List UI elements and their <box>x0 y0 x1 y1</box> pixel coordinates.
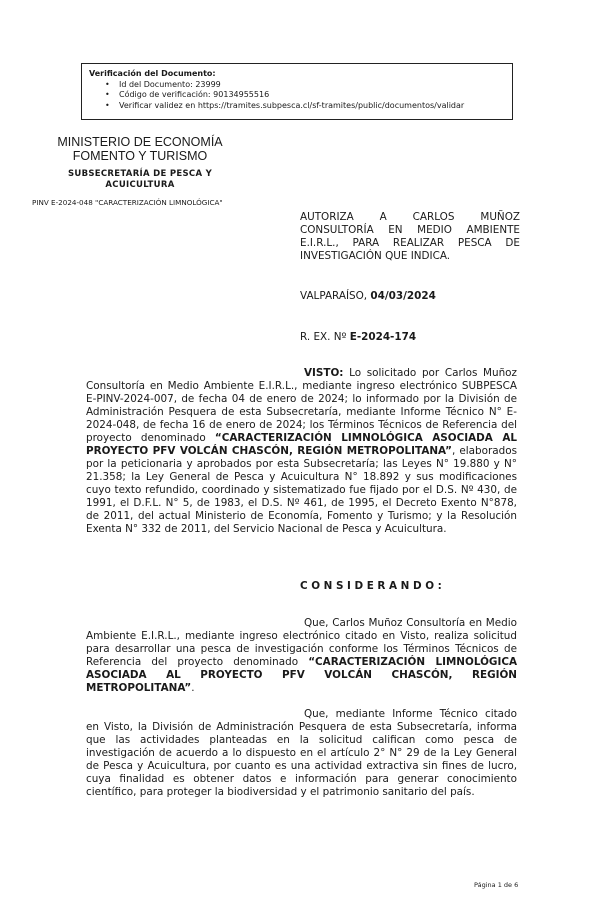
place-date <box>300 290 520 303</box>
verification-url[interactable]: • Verificar validez en https://tramites.subpesca.cl/sf-tramites/public/documentos/validar <box>119 101 512 112</box>
visto-paragraph <box>86 367 517 536</box>
ministry-header <box>30 135 250 163</box>
place: VALPARAÍSO, <box>300 290 371 302</box>
verification-list <box>89 80 512 112</box>
considerando-paragraph-2 <box>86 708 517 799</box>
resolution-summary: AUTORIZA A CARLOS MUÑOZ CONSULTORÍA EN MEDIO AMBIENTE E.I.R.L., PARA REALIZAR PESCA DE INVESTIGACIÓN QUE INDICA. <box>300 211 520 262</box>
visto-text-1: Lo solicitado por Carlos Muñoz Consultoría en Medio Ambiente E.I.R.L., mediante ingreso electrónico SUBPESCA E-PINV-2024-007, de fecha 04 de enero de 2024; lo informado por la División de Administración Pesquera de esta Subsecretaría, mediante Informe Técnico N° E-2024-048, de fecha 16 de enero de 2024; los Términos Técnicos de Referencia del proyecto denominado <box>86 367 517 444</box>
considerando-1-text: Que, Carlos Muñoz Consultoría en Medio Ambiente E.I.R.L., mediante ingreso electrónico citado en Visto, realiza solicitud para desarrollar una pesca de investigación conforme los Términos Técnicos de Referencia del proyecto denominado <box>86 617 517 668</box>
resolution-id: E-2024-174 <box>349 331 417 343</box>
considerando-1-project: “CARACTERIZACIÓN LIMNOLÓGICA ASOCIADA AL PROYECTO PFV VOLCÁN CHASCÓN, REGIÓN METROPOLITANA” <box>86 656 517 694</box>
considerando-1-end: . <box>191 682 195 694</box>
document-reference: PINV E-2024-048 "CARACTERIZACIÓN LIMNOLÓGICA" <box>32 198 223 207</box>
verification-title: Verificación del Documento: <box>89 69 216 78</box>
considerando-2-text: Que, mediante Informe Técnico citado en Visto, la División de Administración Pesquera de esta Subsecretaría, informa que las actividades planteadas en la solicitud califican como pesca de investigación de acuerdo a lo dispuesto en el artículo 2° N° 29 de la Ley General de Pesca y Acuicultura, por cuanto es una actividad extractiva sin fines de lucro, cuya finalidad es obtener datos e información para generar conocimiento científico, para proteger la biodiversidad y el patrimonio sanitario del país. <box>86 708 517 798</box>
considerando-heading: CONSIDERANDO: <box>300 580 446 592</box>
visto-text-2: , elaborados por la peticionaria y aprobados por esta Subsecretaría; las Leyes N° 19.880 y N° 21.358; la Ley General de Pesca y Acuicultura N° 18.892 y sus modificaciones cuyo texto refundido, coordinado y sistematizado fue fijado por el D.S. Nº 430, de 1991, el D.F.L. N° 5, de 1983, el D.S. Nº 461, de 1995, el Decreto Exento N°878, de 2011, del actual Ministerio de Economía, Fomento y Turismo; y la Resolución Exenta N° 332 de 2011, del Servicio Nacional de Pesca y Acuicultura. <box>86 445 517 535</box>
verification-code: • Código de verificación: 90134955516 <box>119 90 512 101</box>
page-number: Página 1 de 6 <box>474 881 519 889</box>
visto-project-name: “CARACTERIZACIÓN LIMNOLÓGICA ASOCIADA AL PROYECTO PFV VOLCÁN CHASCÓN, REGIÓN METROPOLITANA” <box>86 432 517 457</box>
subsecretaria-line-2: ACUICULTURA <box>105 180 175 190</box>
subsecretaria-header <box>30 169 250 191</box>
date: 04/03/2024 <box>370 290 436 302</box>
considerando-paragraph-1 <box>86 617 517 695</box>
verification-box <box>81 63 513 120</box>
document-id: • Id del Documento: 23999 <box>119 80 512 91</box>
ministry-line-1: MINISTERIO DE ECONOMÍA <box>57 135 223 149</box>
ministry-line-2: FOMENTO Y TURISMO <box>72 149 208 163</box>
subsecretaria-line-1: SUBSECRETARÍA DE PESCA Y <box>67 169 213 179</box>
resolution-prefix: R. EX. Nº <box>300 331 350 343</box>
resolution-number <box>300 331 520 344</box>
visto-label: VISTO: <box>304 367 344 379</box>
